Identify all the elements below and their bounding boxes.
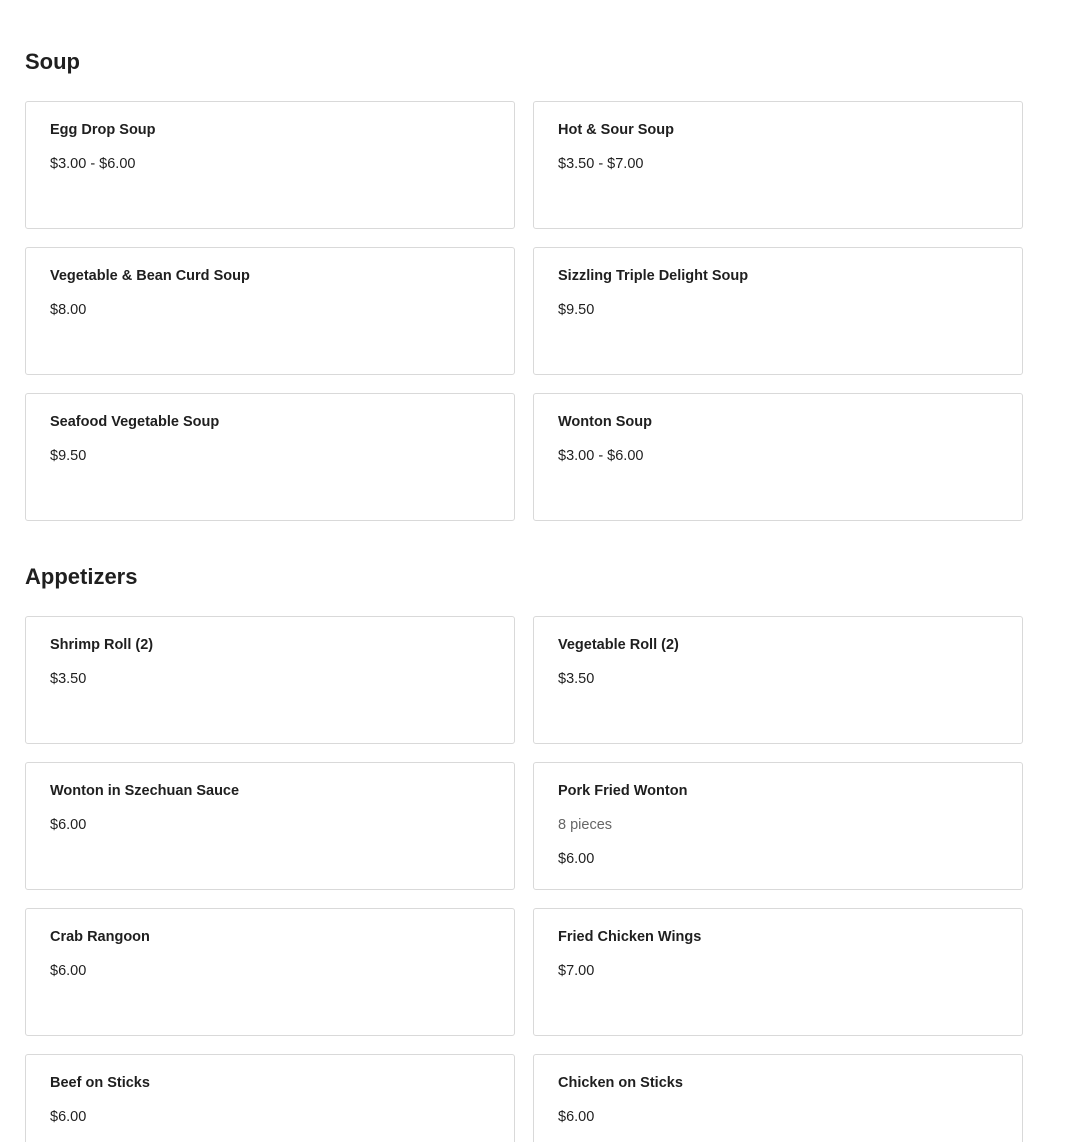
menu-item-card[interactable] <box>25 908 515 1036</box>
item-price: $9.50 <box>50 448 87 464</box>
menu-item-card[interactable] <box>25 616 515 744</box>
item-price: $6.00 <box>50 1109 87 1125</box>
menu-item-card[interactable] <box>25 762 515 890</box>
item-price: $3.50 <box>50 671 87 687</box>
menu-item-card[interactable] <box>533 616 1023 744</box>
item-name: Wonton in Szechuan Sauce <box>50 783 240 799</box>
item-name: Hot & Sour Soup <box>558 122 674 138</box>
item-name: Shrimp Roll (2) <box>50 637 154 653</box>
menu-item-card[interactable] <box>533 247 1023 375</box>
item-name: Seafood Vegetable Soup <box>50 414 220 430</box>
section-title: Soup <box>25 49 80 74</box>
item-name: Fried Chicken Wings <box>558 929 702 945</box>
item-price: $9.50 <box>558 302 595 318</box>
item-name: Vegetable Roll (2) <box>558 637 679 653</box>
item-price: $7.00 <box>558 963 595 979</box>
menu-item-card[interactable] <box>25 1054 515 1142</box>
item-name: Beef on Sticks <box>50 1075 150 1091</box>
menu-item-card[interactable] <box>25 247 515 375</box>
section-title: Appetizers <box>25 564 138 589</box>
item-name: Pork Fried Wonton <box>558 783 688 799</box>
menu-item-card[interactable] <box>533 762 1023 890</box>
item-price: $3.00 - $6.00 <box>50 156 136 172</box>
item-price: $6.00 <box>558 1109 595 1125</box>
item-name: Sizzling Triple Delight Soup <box>558 268 749 284</box>
item-name: Egg Drop Soup <box>50 122 156 138</box>
item-price: $6.00 <box>50 963 87 979</box>
item-price: $3.50 <box>558 671 595 687</box>
item-description: 8 pieces <box>558 817 613 833</box>
menu-item-card[interactable] <box>533 1054 1023 1142</box>
menu-item-card[interactable] <box>25 101 515 229</box>
menu-item-card[interactable] <box>533 101 1023 229</box>
item-price: $8.00 <box>50 302 87 318</box>
item-price: $3.00 - $6.00 <box>558 448 644 464</box>
item-price: $6.00 <box>50 817 87 833</box>
item-name: Wonton Soup <box>558 414 652 430</box>
menu-item-card[interactable] <box>25 393 515 521</box>
item-price: $3.50 - $7.00 <box>558 156 644 172</box>
item-name: Chicken on Sticks <box>558 1075 683 1091</box>
item-name: Crab Rangoon <box>50 929 150 945</box>
item-price: $6.00 <box>558 851 595 867</box>
menu-item-card[interactable] <box>533 393 1023 521</box>
menu-item-card[interactable] <box>533 908 1023 1036</box>
item-name: Vegetable & Bean Curd Soup <box>50 268 250 284</box>
